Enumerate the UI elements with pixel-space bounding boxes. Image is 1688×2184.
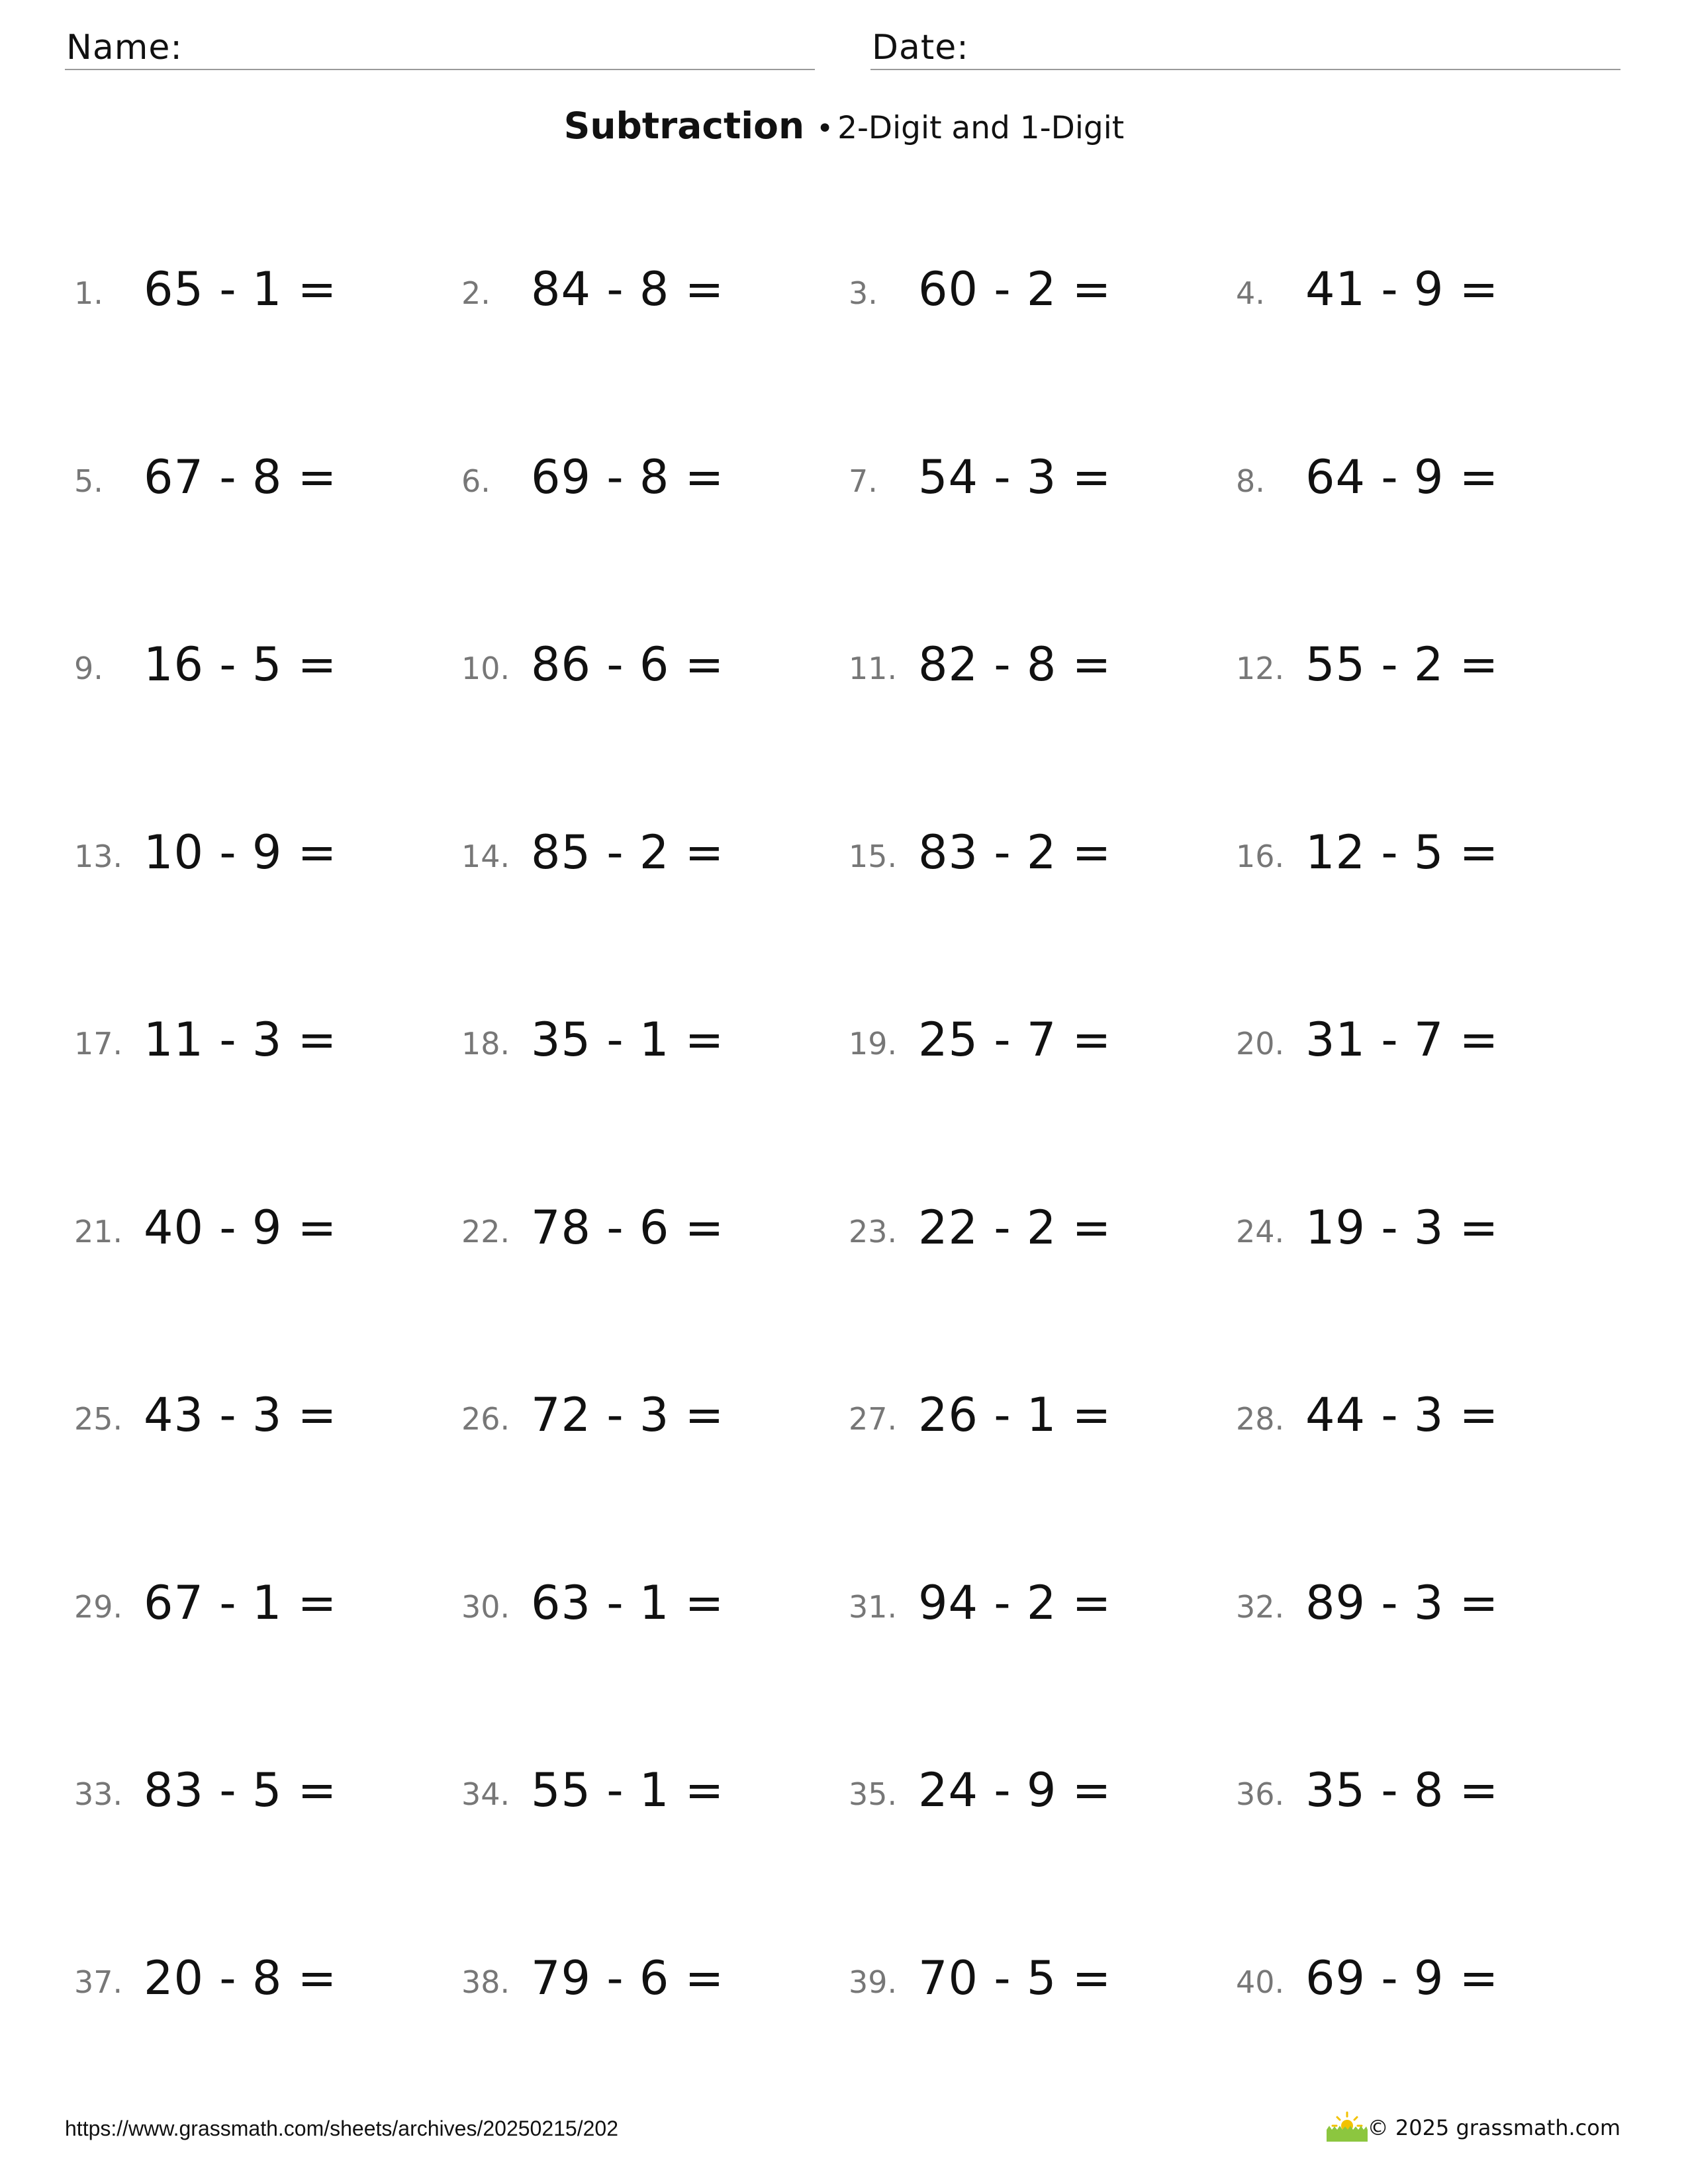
problem-number: 13. [74,839,123,874]
problem-expression: 25 - 7 = [918,1013,1112,1067]
problem-expression: 89 - 3 = [1305,1576,1499,1630]
problem-expression: 55 - 1 = [531,1763,725,1817]
footer-url: https://www.grassmath.com/sheets/archives/20250215/202 [65,2116,618,2140]
problem-expression: 63 - 1 = [531,1576,725,1630]
problem-expression: 67 - 8 = [144,450,338,504]
problem-expression: 41 - 9 = [1305,262,1499,316]
problem-expression: 31 - 7 = [1305,1013,1499,1067]
problem-expression: 83 - 2 = [918,825,1112,880]
problem-expression: 64 - 9 = [1305,450,1499,504]
problem-expression: 35 - 1 = [531,1013,725,1067]
problem-number: 18. [461,1026,510,1062]
problem-expression: 82 - 8 = [918,637,1112,692]
problem-expression: 79 - 6 = [531,1951,725,2005]
problem-number: 40. [1236,1964,1285,2000]
problem-expression: 72 - 3 = [531,1388,725,1442]
problem-expression: 69 - 9 = [1305,1951,1499,2005]
problem-number: 2. [461,275,491,311]
problem-number: 10. [461,651,510,686]
problem-expression: 12 - 5 = [1305,825,1499,880]
problem-number: 14. [461,839,510,874]
problem-number: 36. [1236,1776,1285,1812]
problem-expression: 10 - 9 = [144,825,338,880]
problem-row [0,1934,1688,2007]
problem-row [0,433,1688,506]
problem-row [0,1746,1688,1819]
problem-number: 27. [849,1401,898,1437]
problem-number: 33. [74,1776,123,1812]
name-field[interactable] [65,24,815,70]
problem-number: 17. [74,1026,123,1062]
problem-expression: 22 - 2 = [918,1201,1112,1255]
problem-number: 5. [74,463,103,499]
problem-number: 25. [74,1401,123,1437]
problem-number: 39. [849,1964,898,2000]
problem-expression: 86 - 6 = [531,637,725,692]
problem-number: 16. [1236,839,1285,874]
problem-number: 38. [461,1964,510,2000]
title-main: Subtraction [563,105,805,147]
problem-expression: 40 - 9 = [144,1201,338,1255]
date-label: Date: [872,28,969,68]
problem-number: 9. [74,651,103,686]
problem-number: 11. [849,651,898,686]
problem-number: 23. [849,1214,898,1250]
problem-number: 22. [461,1214,510,1250]
problem-row [0,1559,1688,1631]
problem-expression: 20 - 8 = [144,1951,338,2005]
problem-row [0,808,1688,881]
problem-row [0,995,1688,1068]
problem-number: 3. [849,275,878,311]
problem-number: 8. [1236,463,1265,499]
problem-expression: 44 - 3 = [1305,1388,1499,1442]
worksheet-title [0,105,1688,147]
problem-row [0,1371,1688,1443]
title-separator: • [816,112,834,146]
problem-number: 20. [1236,1026,1285,1062]
problem-number: 32. [1236,1589,1285,1625]
problem-expression: 11 - 3 = [144,1013,338,1067]
problem-number: 37. [74,1964,123,2000]
problem-expression: 35 - 8 = [1305,1763,1499,1817]
problem-number: 28. [1236,1401,1285,1437]
problem-row [0,620,1688,693]
problem-number: 24. [1236,1214,1285,1250]
problem-expression: 65 - 1 = [144,262,338,316]
problem-expression: 67 - 1 = [144,1576,338,1630]
problem-expression: 94 - 2 = [918,1576,1112,1630]
problem-expression: 19 - 3 = [1305,1201,1499,1255]
title-subtitle: 2-Digit and 1-Digit [837,110,1125,146]
problem-expression: 26 - 1 = [918,1388,1112,1442]
problem-number: 29. [74,1589,123,1625]
problem-expression: 83 - 5 = [144,1763,338,1817]
problem-expression: 70 - 5 = [918,1951,1112,2005]
problem-expression: 85 - 2 = [531,825,725,880]
problem-expression: 43 - 3 = [144,1388,338,1442]
problem-number: 6. [461,463,491,499]
problem-number: 4. [1236,275,1265,311]
footer-copyright: © 2025 grassmath.com [1367,2115,1620,2140]
problem-expression: 84 - 8 = [531,262,725,316]
problem-expression: 78 - 6 = [531,1201,725,1255]
problem-number: 34. [461,1776,510,1812]
sun-grass-logo-icon [1324,2110,1370,2143]
problem-number: 1. [74,275,103,311]
problem-expression: 69 - 8 = [531,450,725,504]
problem-expression: 16 - 5 = [144,637,338,692]
problem-number: 31. [849,1589,898,1625]
problem-expression: 54 - 3 = [918,450,1112,504]
problem-number: 26. [461,1401,510,1437]
date-field[interactable] [870,24,1620,70]
grass-icon [1327,2130,1368,2142]
problem-row [0,1183,1688,1256]
name-label: Name: [66,28,183,68]
problem-number: 15. [849,839,898,874]
problem-number: 30. [461,1589,510,1625]
problem-row [0,245,1688,318]
problem-number: 21. [74,1214,123,1250]
problem-number: 12. [1236,651,1285,686]
problem-number: 7. [849,463,878,499]
problem-expression: 55 - 2 = [1305,637,1499,692]
problem-number: 19. [849,1026,898,1062]
problem-expression: 60 - 2 = [918,262,1112,316]
problem-number: 35. [849,1776,898,1812]
problem-expression: 24 - 9 = [918,1763,1112,1817]
